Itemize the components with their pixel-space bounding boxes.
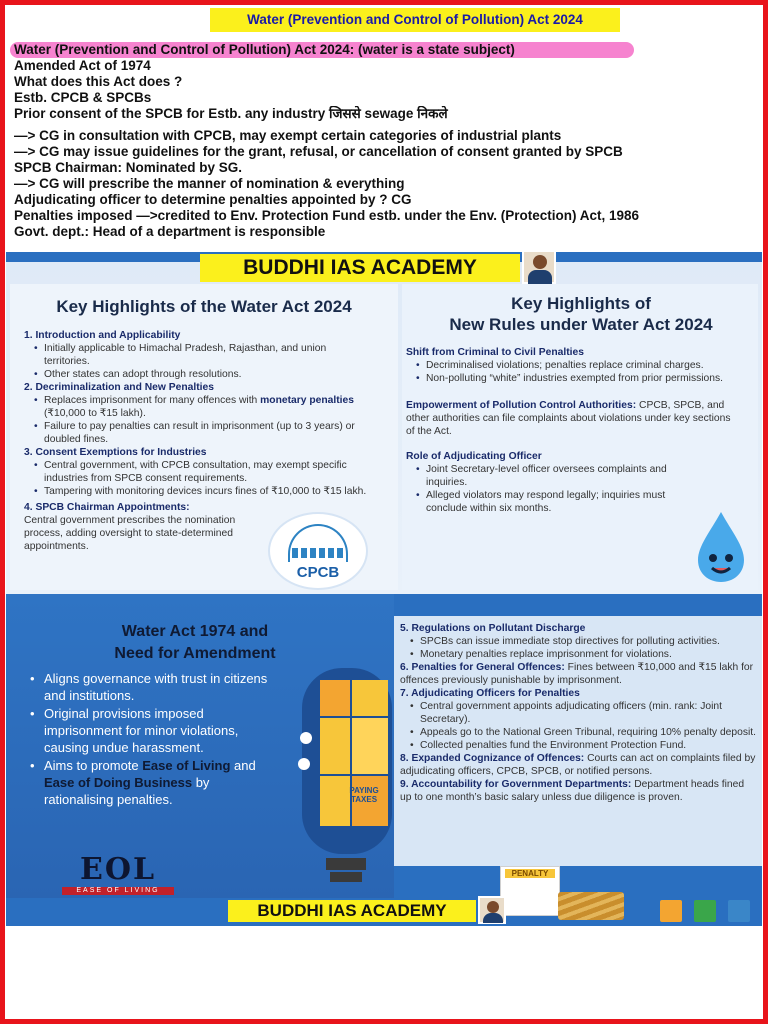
- list-text: and: [230, 758, 256, 773]
- section-heading: 3. Consent Exemptions for Industries: [24, 447, 207, 458]
- section-heading: Role of Adjudicating Officer: [406, 451, 542, 462]
- note-line: Govt. dept.: Head of a department is responsible: [14, 224, 326, 239]
- cpcb-logo-text: CPCB: [296, 564, 340, 581]
- section-heading: 4. SPCB Chairman Appointments:: [24, 502, 190, 513]
- list-item: • Other states can adopt through resolutions.: [34, 368, 374, 381]
- amendment-heading: [60, 621, 330, 665]
- section-text: CPCB, SPCB, and other authorities can file complaints about violations under key sections of the Act.: [406, 400, 731, 437]
- list-text: Replaces imprisonment for many offences with: [44, 395, 261, 406]
- penalty-tag: PENALTY: [505, 869, 555, 878]
- list-item: • Initially applicable to Himachal Pradesh, Rajasthan, and union territories.: [34, 342, 374, 368]
- list-item: • Aligns governance with trust in citizens and institutions.: [28, 670, 278, 704]
- section-heading: 2. Decriminalization and New Penalties: [24, 382, 214, 393]
- note-line: —> CG will prescribe the manner of nomination & everything: [14, 176, 405, 191]
- water-drop-mascot-icon: [692, 508, 750, 584]
- section-heading: 5. Regulations on Pollutant Discharge: [400, 623, 586, 634]
- section-heading: Empowerment of Pollution Control Authorities:: [406, 400, 637, 411]
- section-paragraph: [400, 752, 758, 778]
- amendment-list: [28, 670, 278, 809]
- section-text: Department heads fined up to one month’s basic salary unless due diligence is proven.: [400, 779, 745, 803]
- eol-strip: EASE OF LIVING: [62, 887, 174, 895]
- list-item: • Tampering with monitoring devices incurs fines of ₹10,000 to ₹15 lakh.: [34, 485, 374, 498]
- keyword: monetary penalties: [260, 395, 354, 406]
- list-text: Aims to promote: [44, 758, 143, 773]
- list-item: • Joint Secretary-level officer oversees complaints and inquiries.: [416, 463, 676, 489]
- list-item: • Alleged violators may respond legally; inquiries must conclude within six months.: [416, 489, 676, 515]
- note-line: —> CG in consultation with CPCB, may exempt certain categories of industrial plants: [14, 128, 562, 143]
- bulb-label: [344, 786, 384, 804]
- section-heading: 8. Expanded Cognizance of Offences:: [400, 753, 585, 764]
- note-line: —> CG may issue guidelines for the grant, refusal, or cancellation of consent granted by SPCB: [14, 144, 623, 159]
- list-item: • Central government, with CPCB consultation, may exempt specific industries from SPCB consent requirements.: [34, 459, 374, 485]
- avatar: [522, 250, 556, 284]
- note-line: Prior consent of the SPCB for Estb. any industry जिससे sewage निकले: [14, 106, 448, 121]
- list-item: • Decriminalised violations; penalties replace criminal charges.: [416, 359, 736, 372]
- list-item: • Failure to pay penalties can result in imprisonment (up to 3 years) or doubled fines.: [34, 420, 374, 446]
- list-item: [28, 757, 278, 808]
- list-item: • Non-polluting “white” industries exempted from prior permissions.: [416, 372, 736, 385]
- regulations-content: [400, 622, 758, 804]
- note-line: What does this Act does ?: [14, 74, 183, 89]
- list-item: • Monetary penalties replace imprisonment for violations.: [410, 648, 758, 661]
- section-text: Fines between ₹10,000 and ₹15 lakh for offences previously punishable by imprisonment.: [400, 662, 754, 686]
- amendment-heading-line: Need for Amendment: [114, 645, 276, 662]
- section-paragraph: [400, 778, 758, 804]
- bulb-label-line: TAXES: [350, 795, 378, 804]
- eol-letters: EOL: [79, 852, 157, 887]
- note-line: Amended Act of 1974: [14, 58, 151, 73]
- section-heading: Shift from Criminal to Civil Penalties: [406, 347, 584, 358]
- section-text: Courts can act on complaints filed by adjudicating officers, CPCB, SPCB, or notified persons.: [400, 753, 756, 777]
- keyword: Ease of Living: [142, 758, 231, 773]
- lightbulb-puzzle-icon: [296, 668, 392, 886]
- academy-banner-top: BUDDHI IAS ACADEMY: [200, 254, 520, 282]
- note-line: Estb. CPCB & SPCBs: [14, 90, 152, 105]
- cash-bundle-icon: [558, 892, 624, 920]
- recycling-bins-icon: [660, 896, 756, 922]
- section-paragraph: [400, 661, 758, 687]
- list-item: • Central government appoints adjudicating officers (min. rank: Joint Secretary).: [410, 700, 758, 726]
- section-text: Central government prescribes the nomination process, adding oversight to state-determined appointments.: [24, 515, 236, 552]
- ease-of-living-logo: [62, 852, 174, 896]
- right-heading-line: New Rules under Water Act 2024: [449, 315, 713, 334]
- list-item: [34, 394, 374, 420]
- right-panel-content: [406, 346, 736, 515]
- note-line: Penalties imposed —>credited to Env. Protection Fund estb. under the Env. (Protection) Act, 1986: [14, 208, 639, 223]
- cpcb-logo: [268, 512, 368, 590]
- right-heading-line: Key Highlights of: [511, 294, 651, 313]
- note-line: Adjudicating officer to determine penalties appointed by ? CG: [14, 192, 412, 207]
- list-item: • Collected penalties fund the Environment Protection Fund.: [410, 739, 758, 752]
- amendment-heading-line: Water Act 1974 and: [121, 623, 269, 640]
- section-heading: 6. Penalties for General Offences:: [400, 662, 565, 673]
- list-item: • SPCBs can issue immediate stop directives for polluting activities.: [410, 635, 758, 648]
- section-heading: 7. Adjudicating Officers for Penalties: [400, 688, 580, 699]
- title-banner: Water (Prevention and Control of Pollution) Act 2024: [210, 8, 620, 32]
- note-line-heading: Water (Prevention and Control of Pollution) Act 2024: (water is a state subject): [10, 42, 634, 58]
- keyword: Ease of Doing Business: [44, 775, 193, 790]
- section-heading: 1. Introduction and Applicability: [24, 330, 181, 341]
- note-line: SPCB Chairman: Nominated by SG.: [14, 160, 243, 175]
- academy-banner-bottom: BUDDHI IAS ACADEMY: [228, 900, 476, 922]
- avatar: [478, 896, 506, 924]
- notes-block: [14, 42, 762, 240]
- list-text: (₹10,000 to ₹15 lakh).: [44, 408, 146, 419]
- bulb-label-line: PAYING: [349, 786, 379, 795]
- penalty-document-icon: [500, 866, 560, 916]
- right-panel-heading: [406, 293, 756, 335]
- list-text: by rationalising penalties.: [44, 775, 210, 807]
- list-item: • Appeals go to the National Green Tribunal, requiring 10% penalty deposit.: [410, 726, 758, 739]
- section-heading: 9. Accountability for Government Departments:: [400, 779, 632, 790]
- list-item: • Original provisions imposed imprisonment for minor violations, causing undue harassment.: [28, 705, 278, 756]
- section-paragraph: [406, 399, 736, 438]
- left-panel-heading: Key Highlights of the Water Act 2024: [56, 297, 352, 316]
